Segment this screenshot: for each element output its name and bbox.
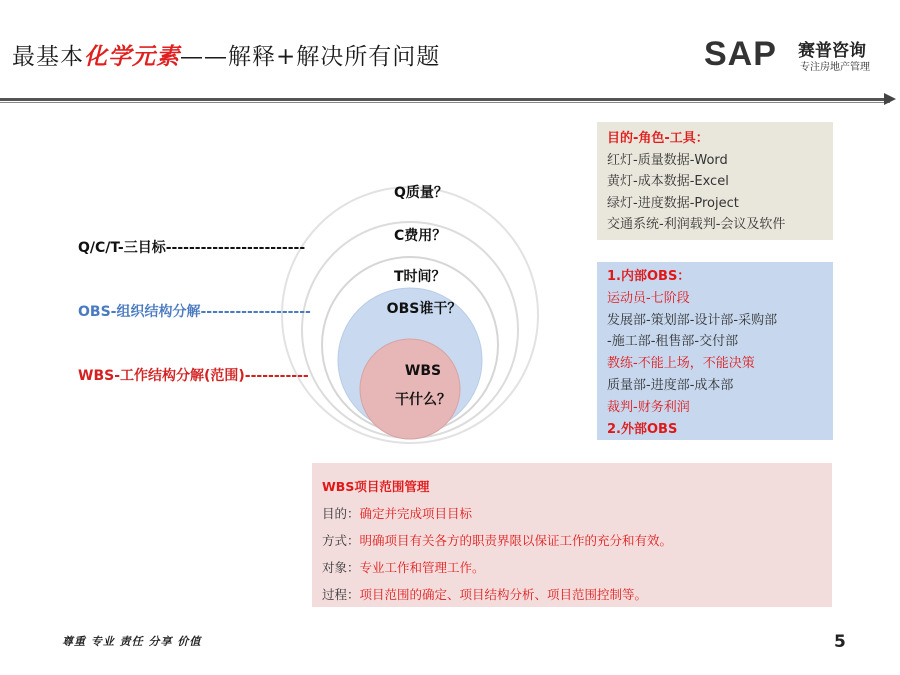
wbs-label: WBS [404,363,442,379]
page-number: 5 [834,632,846,652]
header-divider [0,98,890,101]
goal-line-traffic: 交通系统-利润载判-会议及软件 [607,217,786,232]
title-highlight: 化学元素 [84,43,180,70]
goal-role-tool-box [597,122,833,240]
goal-box-title: 目的-角色-工具： [607,131,709,146]
qct-label: Q/C/T-三目标------------------------ [78,240,306,256]
header-divider-thin [0,102,890,103]
wbs-box-title: WBS项目范围管理 [322,479,430,494]
wbs-question: 干什么？ [395,392,451,408]
wbs-scope-box [312,463,832,607]
wbs-purpose-row: 目的：确定并完成项目目标 [322,506,473,521]
obs-line-departments-2: -施工部-租售部-交付部 [607,334,739,350]
footer-values: 尊重 专业 责任 分享 价值 [62,635,202,648]
obs-box [597,262,833,440]
wbs-object-row: 对象：专业工作和管理工作。 [322,560,485,575]
quality-label: Q质量？ [394,185,448,201]
divider-arrow-icon [884,93,896,105]
obs-line-athlete: 运动员-七阶段 [607,290,690,306]
obs-left-label: OBS-组织结构分解------------------- [78,304,311,320]
time-label: T时间？ [394,269,446,285]
obs-external-title: 2.外部OBS [607,421,678,437]
obs-internal-title: 1.内部OBS： [607,269,691,284]
wbs-left-label: WBS-工作结构分解(范围)----------- [78,368,309,384]
obs-line-control-depts: 质量部-进度部-成本部 [607,377,734,393]
obs-line-coach: 教练-不能上场，不能决策 [607,356,755,372]
logo-tagline: 专注房地产管理 [800,62,870,73]
company-logo [704,34,890,74]
obs-label: OBS谁干？ [386,301,462,317]
wbs-method-row: 方式：明确项目有关各方的职责界限以保证工作的充分和有效。 [322,533,673,548]
wbs-process-row: 过程：项目范围的确定、项目结构分析、项目范围控制等。 [322,587,648,602]
title-suffix: ——解释+解决所有问题 [180,44,441,70]
obs-line-departments: 发展部-策划部-设计部-采购部 [607,312,778,328]
goal-line-green: 绿灯-进度数据-Project [607,195,739,211]
goal-line-red: 红灯-质量数据-Word [607,152,728,168]
cost-label: C费用？ [394,228,447,244]
goal-line-yellow: 黄灯-成本数据-Excel [607,174,729,189]
page-title [12,38,440,71]
title-prefix: 最基本 [12,44,84,70]
obs-line-referee: 裁判-财务利润 [607,399,690,415]
logo-sap-text: SAP [704,35,777,73]
logo-company-name: 赛普咨询 [798,41,866,61]
